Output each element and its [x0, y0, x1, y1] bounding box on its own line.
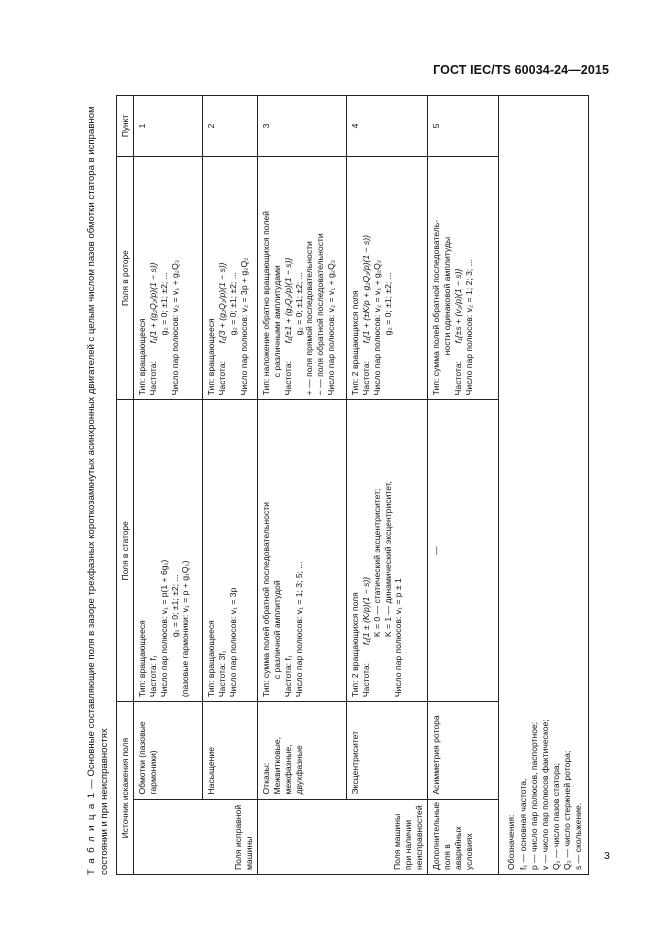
notes-row [499, 96, 588, 875]
rotor-cell [347, 156, 428, 399]
header-stator: Поля в статоре [116, 400, 134, 702]
rotor-g: g₂ = 0; ±1; ±2; ... [227, 272, 238, 336]
rotor-type: Тип: наложение обратно вращающихся полей [261, 211, 272, 396]
rotor-note: − — поля обратной последовательности [315, 233, 326, 396]
note-item: p — число пар полюсов, паспортное; [528, 721, 539, 870]
rotor-cell [203, 156, 258, 399]
group-healthy: Поля исправной машины [134, 799, 258, 874]
rotated-table-area [86, 95, 596, 875]
stator-type: Тип: вращающееся [206, 620, 217, 698]
rotor-cell [258, 156, 347, 399]
rotor-freq-label: Частота: [282, 361, 293, 396]
stator-slot: (пазовые гармоники: v₁ = p + g₁Q₁) [180, 560, 191, 698]
rotor-type-cont: ности одинаковой амплитуды [442, 236, 453, 356]
stator-k1: K = 1 — динамический эксцентриситет, [382, 480, 393, 638]
item-number: 5 [428, 96, 499, 157]
note-item: s — скольжение. [573, 802, 584, 870]
stator-cell [134, 400, 203, 702]
stator-dash: — [431, 546, 442, 556]
stator-type: Тип: 2 вращающихся поля [350, 592, 361, 698]
rotor-freq-formula: f₁{±1 + (g₂Q₂/p)(1 − s)} [282, 257, 293, 344]
rotor-freq-label: Частота: [148, 361, 159, 396]
source-line: Межвитковые, [272, 737, 283, 795]
rotor-freq-formula: f₁{±s + (v₂/p)(1 − s)} [452, 268, 463, 344]
source-cell: Асимметрия ротора [428, 702, 499, 799]
item-number: 4 [347, 96, 428, 157]
rotor-type: Тип: вращающееся [206, 318, 217, 396]
rotor-note: + — поля прямой последовательности [304, 241, 315, 396]
stator-freq-label: Частота: [361, 662, 372, 698]
table-header-row [116, 96, 134, 875]
stator-freq: Частота: f₁ [148, 655, 159, 698]
source-line: Отказы: [261, 762, 272, 795]
source-cell: Насыщение [203, 702, 258, 799]
note-item: f₁ — основная частота, [517, 778, 528, 870]
stator-k0: K = 0 — статический эксцентриситет; [371, 488, 382, 638]
stator-pairs: Число пар полюсов: v₁ = 1; 3; 5; ... [293, 561, 304, 698]
rotor-freq-formula: f₁{1 + (g₂Q₂/p)(1 − s)} [148, 262, 159, 344]
table-caption [86, 95, 112, 875]
stator-type: Тип: вращающееся [137, 620, 148, 698]
rotor-pairs: Число пар полюсов: v₂ = 3p + g₂Q₂ [238, 257, 249, 396]
rotor-g: g₂ = 0; ±1; ±2; ... [158, 272, 169, 336]
stator-freq: Частота: f₁ [282, 655, 293, 698]
rotor-cell [428, 156, 499, 399]
stator-freq: Частота: 3f₁ [217, 650, 228, 698]
rotor-g: g₂ = 0; ±1; ±2; ... [293, 272, 304, 336]
rotor-type: Тип: 2 вращающихся поля [350, 290, 361, 396]
stator-pairs: Число пар полюсов: v₁ = p ± 1 [393, 578, 404, 698]
header-item: Пункт [116, 96, 134, 157]
header-rotor: Поля в роторе [116, 156, 134, 399]
rotor-freq-label: Частота: [217, 361, 228, 396]
source-line: двухфазные [293, 745, 304, 795]
rotor-type: Тип: сумма полей обратной последователь- [431, 219, 442, 396]
rotor-g: g₂ = 0; ±1; ±2; ... [382, 272, 393, 336]
rotor-pairs: Число пар полюсов: v₂ = v₁ + g₂Q₂ [325, 259, 336, 396]
notes-cell [499, 96, 588, 875]
rotor-freq-label: Частота: [361, 361, 372, 396]
caption-prefix: Т а б л и ц а 1 [86, 791, 97, 875]
stator-type-cont: с различной амплитудой [272, 580, 283, 680]
note-item: v — число пар полюсов фактическое; [539, 719, 550, 870]
rotor-pairs: Число пар полюсов: v₂ = v₁ + g₂Q₂ [371, 259, 382, 396]
notes-title: Обозначения: [506, 814, 517, 870]
stator-cell [203, 400, 258, 702]
stator-cell [347, 400, 428, 702]
stator-cell [428, 400, 499, 702]
source-cell: Эксцентриситет [347, 702, 428, 799]
group-additional: Дополнительные поля в аварийных условиях [428, 799, 499, 874]
standard-header: ГОСТ IEC/TS 60034-24—2015 [433, 63, 609, 77]
item-number: 2 [203, 96, 258, 157]
rotor-freq-formula: f₁{3 + (g₂Q₂/p)(1 − s)} [217, 262, 228, 344]
rotor-pairs: Число пар полюсов: v₂ = 1; 2; 3; ... [463, 259, 474, 396]
stator-pairs: Число пар полюсов: v₁ = p(1 + 6g₁) [158, 559, 169, 698]
group-faults: Поля машины при наличии неисправностей [258, 799, 428, 874]
note-item: Q₁ — число пазов статора; [551, 762, 562, 870]
notes [506, 100, 584, 870]
page-number: 3 [604, 850, 610, 862]
rotor-cell [134, 156, 203, 399]
source-line: межфазные, [282, 744, 293, 795]
stator-pairs: Число пар полюсов: v₁ = 3p [227, 587, 238, 698]
table-row [428, 96, 499, 875]
table-row [134, 96, 203, 875]
rotor-type: Тип: вращающееся [137, 318, 148, 396]
rotor-freq-formula: f₁{1 + (±K/p + g₂Q₂/p)(1 − s)} [361, 234, 372, 344]
stator-freq-formula: f₁{1 ± (K/p)(1 − s)} [361, 576, 372, 646]
note-item: Q₂ — число стержней ротора; [562, 750, 573, 870]
fields-table [116, 95, 589, 875]
stator-type: Тип: сумма полей обратной последовательности [261, 502, 272, 698]
item-number: 3 [258, 96, 347, 157]
stator-g: g₁ = 0; ±1; ±2; ... [169, 574, 180, 638]
rotor-freq-label: Частота: [452, 361, 463, 396]
source-cell: Обмотки (пазовые гармоники) [134, 702, 203, 799]
table-row [258, 96, 347, 875]
item-number: 1 [134, 96, 203, 157]
table-row [347, 96, 428, 875]
source-cell [258, 702, 347, 799]
caption-text: — Основные составляющие поля в зазоре трехфазных короткозамкнутых асинхронных двигателей с целым числом пазов обмотки статора в исправном состоянии и при неисправностях [86, 106, 110, 875]
rotor-type-cont: с различными амплитудами [272, 265, 283, 378]
header-source: Источник искажения поля [116, 702, 134, 875]
table-row [203, 96, 258, 875]
stator-cell [258, 400, 347, 702]
rotor-pairs: Число пар полюсов: v₂ = v₁ + g₂Q₂ [169, 259, 180, 396]
